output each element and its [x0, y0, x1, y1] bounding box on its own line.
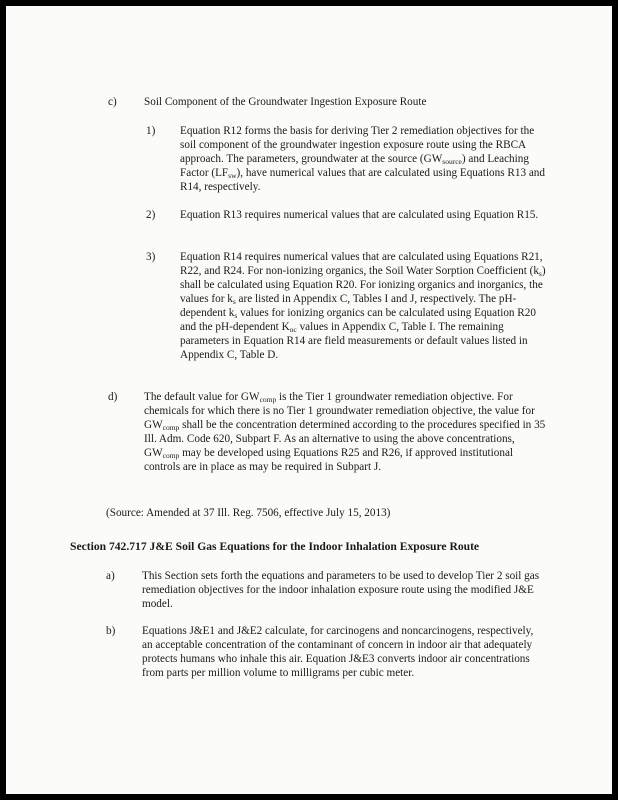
source-note: (Source: Amended at 37 Ill. Reg. 7506, effective July 15, 2013) — [106, 507, 391, 519]
section-item-a-paragraph: This Section sets forth the equations and parameters to be used to develop Tier 2 soil gas remediation objectives for the indoor inhalation exposure route using the modified J&E model. — [142, 570, 540, 610]
item-c2-paragraph: Equation R13 requires numerical values that are calculated using Equation R15. — [180, 209, 539, 221]
section-item-a-label: a) — [106, 570, 115, 582]
item-c-label: c) — [108, 96, 117, 108]
item-d-paragraph: The default value for $GW_{comp}$ is the Tier 1 groundwater remediation objective. For chemicals for which there is no Tier 1 groundwater remediation objective, the value for $GW_{comp}$ shall be the concentration determined according to the procedures specified in 35 Ill. Adm. Code 620, Subpart F. As an alternative to using the above concentrations, $GW_{comp}$ may be developed using Equations R25 and R26, if approved institutional controls are in place as may be required in Subpart J. — [144, 391, 546, 473]
item-c-title: Soil Component of the Groundwater Ingestion Exposure Route — [144, 96, 427, 108]
section-heading: Section 742.717 J&E Soil Gas Equations for the Indoor Inhalation Exposure Route — [70, 540, 480, 553]
section-item-b-paragraph: Equations J&E1 and J&E2 calculate, for carcinogens and noncarcinogens, respectively, an acceptable concentration of the contaminant of concern in indoor air that adequately protects humans who inhale this air. Equation J&E3 converts indoor air concentrations from parts per million volume to milligrams per cubic meter. — [142, 625, 534, 679]
item-c1-label: 1) — [146, 125, 156, 137]
item-c1-paragraph: Equation R12 forms the basis for deriving Tier 2 remediation objectives for the soil component of the groundwater ingestion exposure route using the RBCA approach. The parameters, groundwater at the source $(GW_{source})$ and Leaching Factor $(LF_{sw})$, have numerical values that are calculated using Equations R13 and R14, respectively. — [180, 125, 545, 193]
item-d-label: d) — [108, 391, 118, 403]
document-page — [6, 6, 612, 794]
item-c3-label: 3) — [146, 251, 156, 263]
item-c2-label: 2) — [146, 209, 156, 221]
item-c3-paragraph: Equation R14 requires numerical values that are calculated using Equations R21, R22, and R24. For non-ionizing organics, the Soil Water Sorption Coefficient $(k_s)$ shall be calculated using Equation R20. For ionizing organics and inorganics, the values for $k_s$ are listed in Appendix C, Tables I and J, respectively. The pH-dependent $k_s$ values for ionizing organics can be calculated using Equation R20 and the pH-dependent $K_{oc}$ values in Appendix C, Table I. The remaining parameters in Equation R14 are field measurements or default values listed in Appendix C, Table D. — [180, 251, 546, 361]
section-item-b-label: b) — [106, 625, 116, 637]
